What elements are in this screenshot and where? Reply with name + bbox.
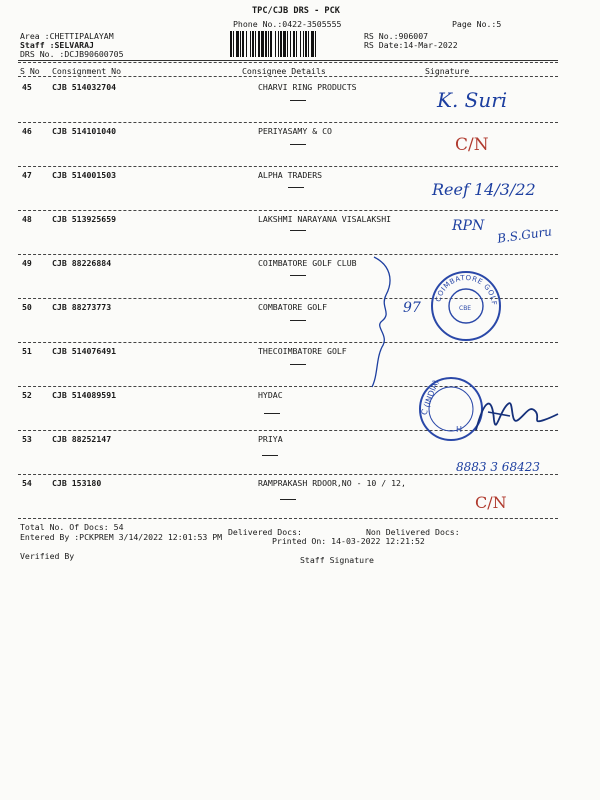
row-sno: 52 (22, 390, 32, 400)
col-sno: S No (20, 66, 40, 76)
footer-divider (18, 518, 558, 519)
row-sno: 51 (22, 346, 32, 356)
handwritten-dash (262, 455, 278, 456)
handwritten-dash (290, 230, 306, 231)
row-consignee: COIMBATORE GOLF CLUB (258, 258, 357, 268)
signature-row-47: Reef 14/3/22 (432, 180, 536, 199)
row-sno: 49 (22, 258, 32, 268)
rs-date: RS Date:14-Mar-2022 (364, 40, 458, 50)
golf-stamp-top-text: COIMBATORE GOLF (434, 273, 499, 306)
handwritten-dash (288, 187, 304, 188)
row-consignee: COMBATORE GOLF (258, 302, 328, 312)
row-consignment-no: CJB 513925659 (52, 214, 117, 224)
row-sno: 50 (22, 302, 32, 312)
row-sno: 48 (22, 214, 32, 224)
row-sno: 53 (22, 434, 32, 444)
printed-on: Printed On: 14-03-2022 12:21:52 (272, 536, 425, 546)
signature-row-52 (470, 390, 560, 440)
col-consignment: Consignment No (52, 66, 122, 76)
row-consignment-no: CJB 88252147 (52, 434, 112, 444)
row-consignment-no: CJB 153180 (52, 478, 102, 488)
row-consignee: PERIYASAMY & CO (258, 126, 332, 136)
handwritten-dash (290, 364, 306, 365)
handwritten-dash (280, 499, 296, 500)
entered-by: Entered By :PCKPREM 3/14/2022 12:01:53 PM (20, 532, 223, 542)
row-divider (18, 166, 558, 167)
row-consignment-no: CJB 514032704 (52, 82, 117, 92)
handwritten-cn-row-54: C/N (475, 493, 507, 512)
phone-number: Phone No.:0422-3505555 (233, 19, 342, 29)
handwritten-dash (290, 100, 306, 101)
row-sno: 45 (22, 82, 32, 92)
row-consignment-no: CJB 514001503 (52, 170, 117, 180)
handwritten-dash (290, 320, 306, 321)
hydac-stamp-text: C (INDIA) (419, 378, 441, 417)
hydac-stamp-h: H (456, 425, 463, 434)
handwritten-dash (290, 144, 306, 145)
verified-by: Verified By (20, 551, 75, 561)
row-divider (18, 474, 558, 475)
delivered-docs: Delivered Docs: (228, 527, 302, 537)
staff-signature: Staff Signature (300, 555, 374, 565)
row-consignee: HYDAC (258, 390, 283, 400)
row-sno: 54 (22, 478, 32, 488)
row-consignment-no: CJB 88273773 (52, 302, 112, 312)
row-divider (18, 342, 558, 343)
total-docs: Total No. Of Docs: 54 (20, 522, 124, 532)
svg-text:COIMBATORE GOLF (434, 274, 498, 306)
row-consignee: PRIYA (258, 434, 283, 444)
signature-row-45: K. Suri (437, 88, 508, 112)
golf-stamp-bottom-text: CBE (459, 305, 472, 312)
row-consignment-no: CJB 514089591 (52, 390, 117, 400)
handwritten-note-row-50: 97 (403, 300, 421, 316)
column-divider (18, 76, 558, 77)
row-sno: 46 (22, 126, 32, 136)
staff-label: Staff :SELVARAJ (20, 40, 94, 50)
document-title: TPC/CJB DRS - PCK (252, 6, 340, 16)
row-divider (18, 254, 558, 255)
signature-row-48-name: B.S.Guru (496, 224, 553, 246)
row-consignee: CHARVI RING PRODUCTS (258, 82, 357, 92)
page-number: Page No.:5 (452, 19, 502, 29)
row-consignee: RAMPRAKASH RDOOR,NO - 10 / 12, (258, 478, 406, 488)
handwritten-dash (264, 413, 280, 414)
row-divider (18, 122, 558, 123)
signature-row-48-initials: RPN (452, 218, 485, 234)
golf-club-stamp (430, 270, 502, 342)
row-consignment-no: CJB 514101040 (52, 126, 117, 136)
row-consignment-no: CJB 88226884 (52, 258, 112, 268)
rs-number: RS No.:906007 (364, 31, 429, 41)
handwritten-cn-row-46: C/N (455, 135, 489, 155)
row-consignment-no: CJB 514076491 (52, 346, 117, 356)
row-consignee: THECOIMBATORE GOLF (258, 346, 347, 356)
phone-note-row-53: 8883 3 68423 (456, 460, 540, 474)
row-sno: 47 (22, 170, 32, 180)
row-consignee: ALPHA TRADERS (258, 170, 323, 180)
handwritten-dash (290, 275, 306, 276)
row-divider (18, 210, 558, 211)
header-divider (18, 60, 558, 61)
header-divider-dashed (18, 62, 558, 63)
col-signature: Signature (425, 66, 470, 76)
row-consignee: LAKSHMI NARAYANA VISALAKSHI (258, 214, 392, 224)
non-delivered-docs: Non Delivered Docs: (366, 527, 460, 537)
col-consignee: Consignee Details (242, 66, 326, 76)
area-label: Area :CHETTIPALAYAM (20, 31, 114, 41)
brace-mark (368, 255, 398, 390)
barcode (230, 31, 358, 58)
drs-number: DRS No. :DCJB90600705 (20, 49, 124, 59)
